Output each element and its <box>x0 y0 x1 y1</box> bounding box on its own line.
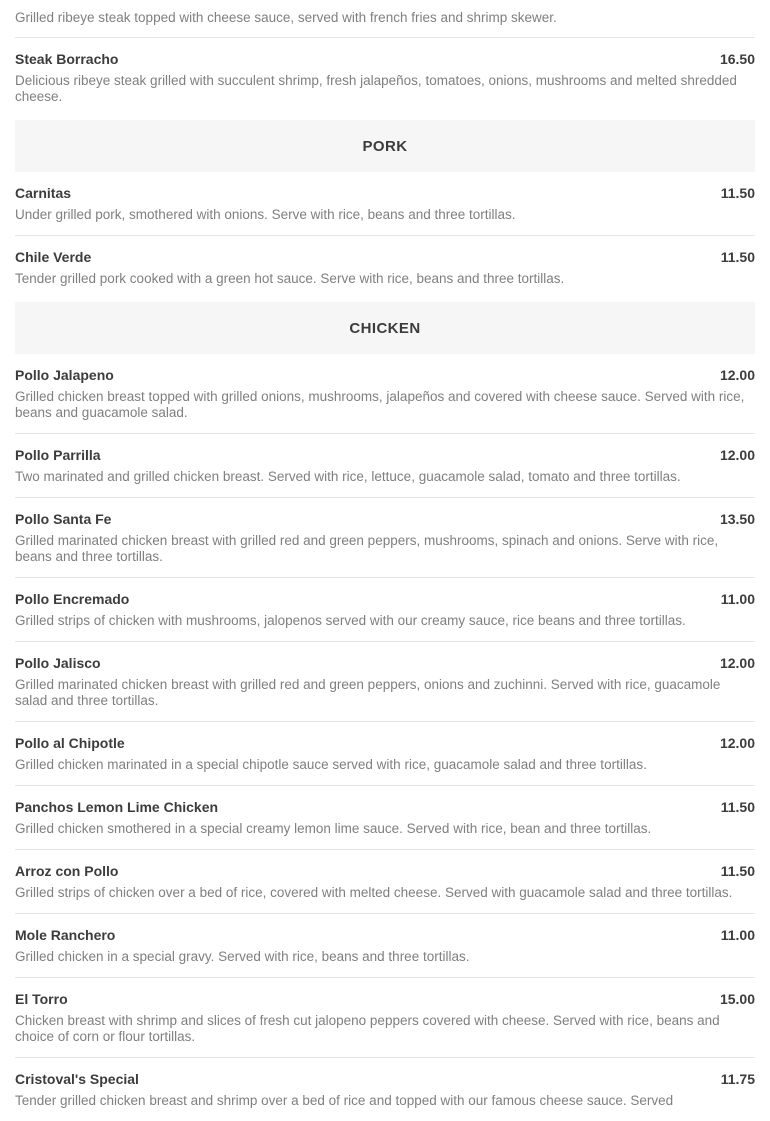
item-description: Tender grilled chicken breast and shrimp over a bed of rice and topped with our famous cheese sauce. Served <box>15 1093 674 1108</box>
item-name: Pollo Santa Fe <box>15 511 112 527</box>
item-title-row <box>15 654 755 672</box>
menu-item[interactable] <box>15 498 755 578</box>
section-title: CHICKEN <box>349 319 421 337</box>
item-name: Arroz con Pollo <box>15 863 119 879</box>
item-name: Pollo Parrilla <box>15 447 101 463</box>
item-description: Grilled ribeye steak topped with cheese sauce, served with french fries and shrimp skewer. <box>15 10 557 25</box>
item-name: Steak Borracho <box>15 51 119 67</box>
item-price: 11.50 <box>720 799 755 815</box>
item-price: 15.00 <box>719 991 755 1007</box>
item-price: 11.50 <box>720 249 755 265</box>
item-description: Grilled strips of chicken with mushrooms, jalopenos served with our creamy sauce, rice beans and three tortillas. <box>15 613 686 628</box>
item-price: 11.75 <box>720 1071 755 1087</box>
item-title-row <box>15 248 755 266</box>
item-name: Pollo Jalapeno <box>15 367 114 383</box>
item-description: Chicken breast with shrimp and slices of fresh cut jalopeno peppers covered with cheese. Served with rice, beans and choice of corn or flour tortillas. <box>15 1013 720 1044</box>
item-title-row <box>15 798 755 816</box>
menu-item[interactable] <box>15 172 755 236</box>
item-title-row <box>15 862 755 880</box>
item-title-row <box>15 184 755 202</box>
item-price: 13.50 <box>719 511 755 527</box>
item-title-row <box>15 366 755 384</box>
menu-item[interactable] <box>15 578 755 642</box>
item-name: Chile Verde <box>15 249 92 265</box>
section-items <box>15 354 755 1121</box>
menu-item[interactable] <box>15 850 755 914</box>
item-price: 11.00 <box>720 927 755 943</box>
item-title-row <box>15 926 755 944</box>
menu-item[interactable] <box>15 978 755 1058</box>
item-name: Carnitas <box>15 185 72 201</box>
menu-item[interactable] <box>15 722 755 786</box>
section-title: PORK <box>362 137 408 155</box>
item-description: Grilled chicken smothered in a special creamy lemon lime sauce. Served with rice, bean and three tortillas. <box>15 821 652 836</box>
item-description: Grilled chicken marinated in a special chipotle sauce served with rice, guacamole salad and three tortillas. <box>15 757 647 772</box>
menu-item[interactable] <box>15 642 755 722</box>
item-name: Mole Ranchero <box>15 927 116 943</box>
menu-item[interactable] <box>15 1058 755 1121</box>
menu-item[interactable] <box>15 236 755 299</box>
item-price: 11.50 <box>720 863 755 879</box>
section-header <box>15 302 755 354</box>
menu-section <box>15 0 755 117</box>
item-description: Grilled marinated chicken breast with grilled red and green peppers, onions and zuchinni. Served with rice, guacamole salad and three tortillas. <box>15 677 721 708</box>
item-description: Under grilled pork, smothered with onions. Serve with rice, beans and three tortillas. <box>15 207 516 222</box>
item-price: 12.00 <box>719 735 755 751</box>
item-description: Grilled chicken breast topped with grilled onions, mushrooms, jalapeños and covered with cheese sauce. Served with rice, beans and guacamole salad. <box>15 389 745 420</box>
item-description: Grilled chicken in a special gravy. Served with rice, beans and three tortillas. <box>15 949 470 964</box>
item-title-row <box>15 1070 755 1088</box>
item-title-row <box>15 446 755 464</box>
item-name: Cristoval's Special <box>15 1071 139 1087</box>
item-title-row <box>15 590 755 608</box>
item-description: Grilled marinated chicken breast with grilled red and green peppers, mushrooms, spinach and onions. Serve with rice, beans and three tortillas. <box>15 533 719 564</box>
item-price: 12.00 <box>719 447 755 463</box>
menu-section <box>15 302 755 1121</box>
item-price: 16.50 <box>719 51 755 67</box>
menu-item[interactable] <box>15 786 755 850</box>
menu-section <box>15 120 755 299</box>
menu-item[interactable] <box>15 38 755 117</box>
item-price: 12.00 <box>719 367 755 383</box>
item-title-row <box>15 510 755 528</box>
item-title-row <box>15 734 755 752</box>
section-items <box>15 172 755 299</box>
menu-item[interactable] <box>15 0 755 38</box>
item-name: Pollo Jalisco <box>15 655 101 671</box>
item-price: 12.00 <box>719 655 755 671</box>
menu-item[interactable] <box>15 354 755 434</box>
item-name: Pollo al Chipotle <box>15 735 125 751</box>
item-price: 11.00 <box>720 591 755 607</box>
item-description: Delicious ribeye steak grilled with succulent shrimp, fresh jalapeños, tomatoes, onions, mushrooms and melted shredded cheese. <box>15 73 737 104</box>
item-title-row <box>15 50 755 68</box>
item-description: Two marinated and grilled chicken breast. Served with rice, lettuce, guacamole salad, tomato and three tortillas. <box>15 469 681 484</box>
item-name: Pollo Encremado <box>15 591 130 607</box>
item-description: Grilled strips of chicken over a bed of rice, covered with melted cheese. Served with guacamole salad and three tortillas. <box>15 885 733 900</box>
item-title-row <box>15 990 755 1008</box>
section-items <box>15 0 755 117</box>
item-price: 11.50 <box>720 185 755 201</box>
section-header <box>15 120 755 172</box>
menu-item[interactable] <box>15 434 755 498</box>
menu-item[interactable] <box>15 914 755 978</box>
item-name: El Torro <box>15 991 68 1007</box>
item-name: Panchos Lemon Lime Chicken <box>15 799 219 815</box>
item-description: Tender grilled pork cooked with a green hot sauce. Serve with rice, beans and three tortillas. <box>15 271 565 286</box>
